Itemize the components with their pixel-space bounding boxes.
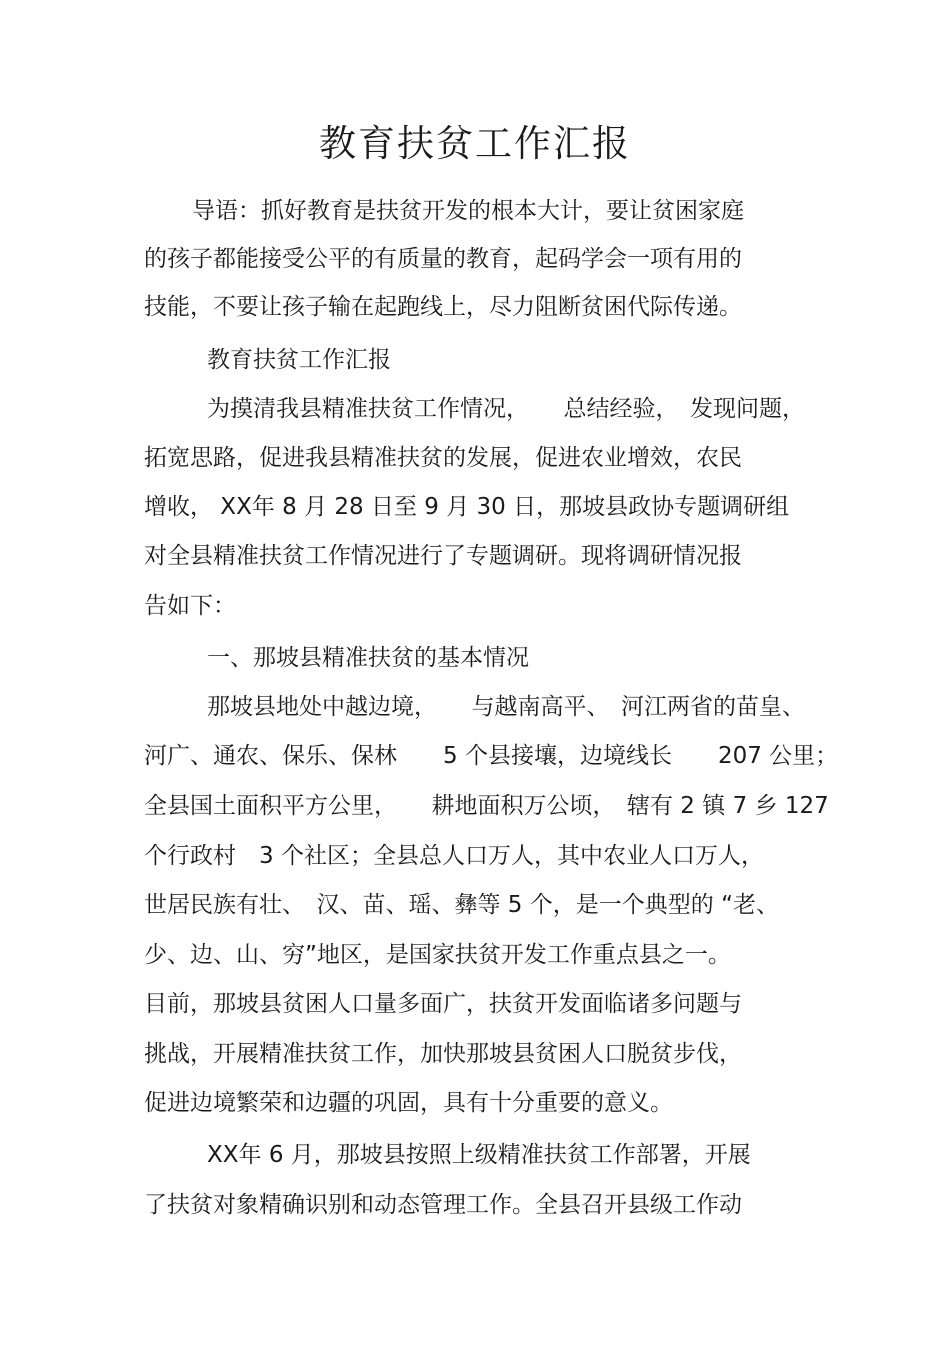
document-title: 教育扶贫工作汇报 [319,122,631,165]
text-line: 促进边境繁荣和边疆的巩固，具有十分重要的意义。 [144,1090,673,1116]
text-line: 全县国土面积平方公里， 耕地面积万公顷， 辖有 2 镇 7 乡 127 [144,793,829,819]
text-line: 拓宽思路，促进我县精准扶贫的发展，促进农业增效，农民 [144,445,742,471]
text-line: 告如下： [144,593,236,619]
text-line: 导语：抓好教育是扶贫开发的根本大计，要让贫困家庭 [192,198,744,224]
text-line: 那坡县地处中越边境， 与越南高平、 河江两省的苗皇、 [207,694,805,720]
text-line: 目前，那坡县贫困人口量多面广，扶贫开发面临诸多问题与 [144,991,742,1017]
text-line: 一、那坡县精准扶贫的基本情况 [207,645,529,671]
text-line: 了扶贫对象精确识别和动态管理工作。全县召开县级工作动 [144,1192,742,1218]
text-line: 的孩子都能接受公平的有质量的教育，起码学会一项有用的 [144,246,742,272]
text-line: 技能，不要让孩子输在起跑线上，尽力阻断贫困代际传递。 [144,294,742,320]
text-line: 个行政村 3 个社区；全县总人口万人，其中农业人口万人， [144,843,764,869]
text-line: 世居民族有壮、 汉、苗、瑶、彝等 5 个，是一个典型的 “老、 [144,892,779,918]
text-line: 少、边、山、穷”地区，是国家扶贫开发工作重点县之一。 [144,942,731,968]
text-line: 为摸清我县精准扶贫工作情况， 总结经验， 发现问题， [207,396,805,422]
text-line: 教育扶贫工作汇报 [207,347,391,373]
text-line: 河广、通农、保乐、保林 5 个县接壤，边境线长 207 公里； [144,743,839,769]
text-line: 挑战，开展精准扶贫工作，加快那坡县贫困人口脱贫步伐， [144,1041,742,1067]
text-line: XX年 6 月，那坡县按照上级精准扶贫工作部署，开展 [207,1142,751,1168]
text-line: 增收， XX年 8 月 28 日至 9 月 30 日，那坡县政协专题调研组 [144,494,790,520]
text-line: 对全县精准扶贫工作情况进行了专题调研。现将调研情况报 [144,543,742,569]
